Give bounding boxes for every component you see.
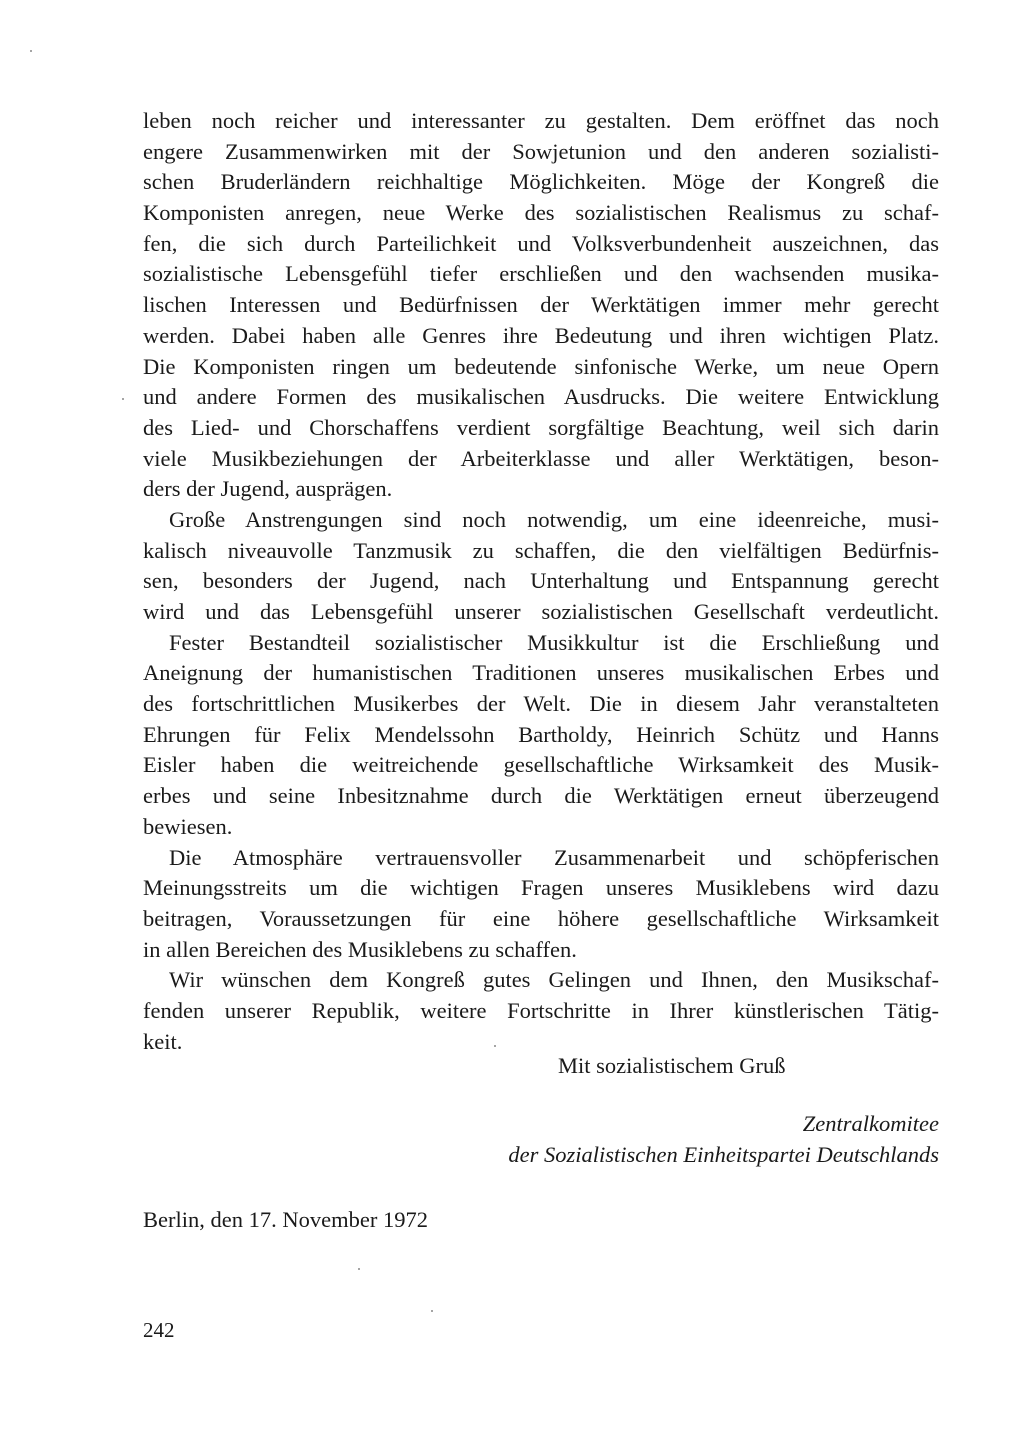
text-line: in allen Bereichen des Musiklebens zu schaffen. <box>143 936 577 962</box>
text-line: sozialistische Lebensgefühl tiefer erschließen und den wachsenden musika- <box>143 261 939 287</box>
text-line: Meinungsstreits um die wichtigen Fragen unseres Musiklebens wird dazu <box>143 875 939 901</box>
text-line: engere Zusammenwirken mit der Sowjetunion und den anderen sozialisti- <box>143 138 939 164</box>
signature-block <box>508 1108 939 1170</box>
text-line: fenden unserer Republik, weitere Fortschritte in Ihrer künstlerischen Tätig- <box>143 997 939 1023</box>
text-line: ders der Jugend, ausprägen. <box>143 476 393 502</box>
text-line: Fester Bestandteil sozialistischer Musikkultur ist die Erschließung und <box>169 629 939 655</box>
text-line: Die Komponisten ringen um bedeutende sinfonische Werke, um neue Opern <box>143 353 939 379</box>
text-line: Eisler haben die weitreichende gesellschaftliche Wirksamkeit des Musik- <box>143 752 939 778</box>
signature-line-2: der Sozialistischen Einheitspartei Deutschlands <box>508 1142 939 1167</box>
text-line: lischen Interessen und Bedürfnissen der Werktätigen immer mehr gerecht <box>143 292 939 318</box>
text-line: erbes und seine Inbesitznahme durch die Werktätigen erneut überzeugend <box>143 783 939 809</box>
body-text <box>143 106 939 1057</box>
text-line: Ehrungen für Felix Mendelssohn Bartholdy, Heinrich Schütz und Hanns <box>143 721 939 747</box>
text-line: beitragen, Voraussetzungen für eine höhere gesellschaftliche Wirksamkeit <box>143 905 939 931</box>
page-number: 242 <box>143 1318 175 1342</box>
text-line: kalisch niveauvolle Tanzmusik zu schaffen, die den vielfältigen Bedürfnis- <box>143 537 939 563</box>
paper-speck <box>358 1268 360 1270</box>
text-line: werden. Dabei haben alle Genres ihre Bedeutung und ihren wichtigen Platz. <box>143 322 939 348</box>
text-line: Die Atmosphäre vertrauensvoller Zusammenarbeit und schöpferischen <box>169 844 939 870</box>
text-line: Große Anstrengungen sind noch notwendig, um eine ideenreiche, musi- <box>169 506 939 532</box>
text-line: leben noch reicher und interessanter zu gestalten. Dem eröffnet das noch <box>143 108 939 133</box>
place-and-date: Berlin, den 17. November 1972 <box>143 1207 428 1232</box>
text-line: fen, die sich durch Parteilichkeit und Volksverbundenheit auszeichnen, das <box>143 230 939 256</box>
paper-speck <box>30 50 32 52</box>
text-line: sen, besonders der Jugend, nach Unterhaltung und Entspannung gerecht <box>143 568 939 594</box>
paper-speck <box>122 398 124 400</box>
signature-line-1: Zentralkomitee <box>802 1111 939 1136</box>
closing-salutation: Mit sozialistischem Gruß <box>558 1053 786 1078</box>
text-line: Wir wünschen dem Kongreß gutes Gelingen und Ihnen, den Musikschaf- <box>169 967 939 993</box>
text-line: bewiesen. <box>143 813 233 839</box>
text-line: Aneignung der humanistischen Traditionen unseres musikalischen Erbes und <box>143 660 939 686</box>
text-line: wird und das Lebensgefühl unserer sozialistischen Gesellschaft verdeutlicht. <box>143 599 939 624</box>
text-line: schen Bruderländern reichhaltige Möglichkeiten. Möge der Kongreß die <box>143 169 939 195</box>
paper-speck <box>431 1310 433 1312</box>
text-line: und andere Formen des musikalischen Ausdrucks. Die weitere Entwicklung <box>143 384 939 410</box>
text-line: des Lied- und Chorschaffens verdient sorgfältige Beachtung, weil sich darin <box>143 414 939 440</box>
text-line: keit. <box>143 1028 183 1054</box>
text-line: Komponisten anregen, neue Werke des sozialistischen Realismus zu schaf- <box>143 200 939 226</box>
paper-speck <box>494 1045 496 1047</box>
text-line: des fortschrittlichen Musikerbes der Welt. Die in diesem Jahr veranstalteten <box>143 691 939 717</box>
text-line: viele Musikbeziehungen der Arbeiterklasse und aller Werktätigen, beson- <box>143 445 939 471</box>
